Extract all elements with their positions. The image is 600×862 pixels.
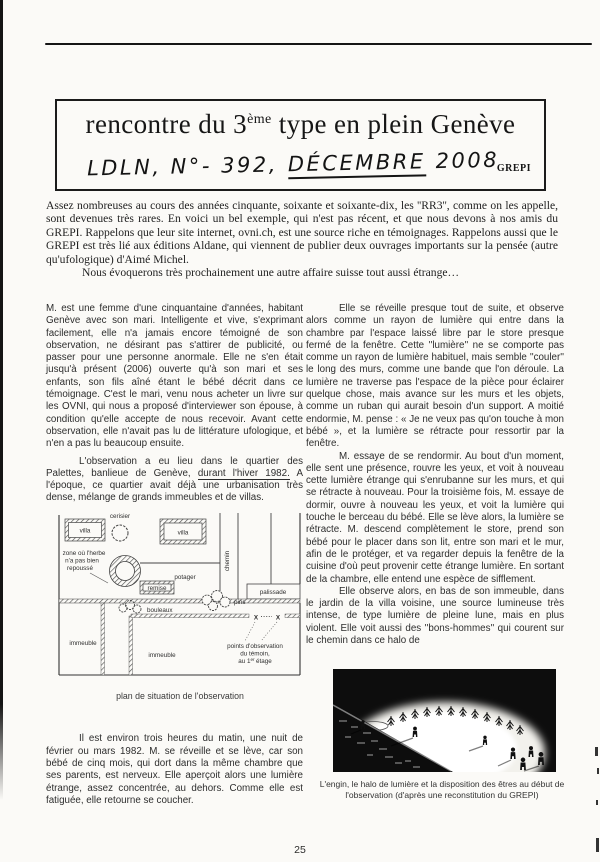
intro-paragraph: Assez nombreuses au cours des années cinquante, soixante et soixante-dix, les ''RR3'', comme on les appelle, sont devenues très rares. En voici un bel exemple, qui n'est pas récent, et que nous devons à nos amis du GREPI. Rappelons que leur site internet, ovni.ch, est une source riche en témoignages. Rappelons aussi que le GREPI est très lié aux éditions Aldane, qui viennent de publier deux ouvrages importants sur la pensée (autre qu'ufologique) d'Aimé Michel.: [46, 199, 558, 266]
pins-label: pins: [234, 598, 246, 606]
intro-paragraphs: [46, 199, 558, 279]
zone-pointer-line: [90, 573, 108, 583]
observation-label: du témoin,: [240, 650, 270, 658]
remise-box: [140, 581, 174, 594]
immeuble-label: immeuble: [148, 651, 176, 659]
immeuble-wall: [285, 614, 300, 618]
zone-label: n'a pas bien: [65, 557, 99, 565]
villa-label: villa: [177, 529, 189, 537]
scan-top-rule: [45, 43, 592, 45]
palissade-box: [247, 584, 300, 599]
remise-label: remise: [147, 584, 167, 592]
cerisier-label: cerisier: [109, 512, 131, 520]
issue-handwritten-note: [87, 148, 509, 181]
body-paragraph: Elle se réveille presque tout de suite, et observe alors comme un rayon de lumière qui entre dans la chambre par l'espace laissé libre par le store presque fermé de la fenêtre. Cette ''lumière'' ne se comporte pas comme un rayon de lumière habituel, mais semble ''couler'' le long des murs, comme une bande que l'on déroule. La lumière ne traverse pas l'espace de la pièce pour éclairer quelque chose, mais avance sur les murs et les objets, comme un ruban qui aurait besoin d'un support. A moitié endormie, M. pense : « Je ne veux pas qu'on touche à mon bébé », et la lumière se rétracte pour ressortir par la fenêtre.: [306, 303, 564, 450]
article-title-box: [55, 99, 546, 191]
zone-label: repoussé: [67, 564, 93, 572]
villa-box: [65, 519, 105, 541]
observation-label: au 1er étage: [238, 656, 272, 665]
right-column: [306, 303, 564, 647]
chemin-label: chemin: [224, 550, 231, 571]
scan-speck: [596, 800, 598, 805]
pins-trees: [202, 590, 230, 610]
observation-x-mark: X: [275, 614, 281, 622]
cerisier-tree: [112, 525, 128, 541]
hand-underlined-phrase: durant l'hiver 1982.: [197, 467, 290, 479]
title-text: rencontre du 3: [85, 109, 248, 139]
issue-month: DÉCEMBRE: [288, 149, 426, 179]
villa-label: villa: [79, 527, 91, 535]
article-title: [57, 101, 544, 140]
immeuble-wall: [131, 614, 249, 618]
immeuble-wall: [129, 616, 133, 675]
bouleaux-label: bouleaux: [147, 606, 173, 614]
immeuble-wall: [101, 603, 105, 675]
reconstruction-illustration: [333, 669, 556, 772]
page-number: 25: [294, 844, 306, 856]
issue-year: 2008: [435, 147, 500, 174]
title-superscript: ème: [247, 112, 272, 127]
body-paragraph: M. essaye de se rendormir. Au bout d'un moment, elle sent une présence, rouvre les yeux, et voit à nouveau cette lumière étrange qui s'enrubanne sur les murs, et qui se rétracte à nouveau. Pour la troisième fois, M. essaye de dormir, ouvre à nouveau les yeux, et voit la lumière qui touche le berceau du bébé. Elle se lève alors, la lumière se rétracte. M. descend complètement le store, prend son bébé pour le placer dans son lit, entre son mari et le mur, afin de le protéger, et va regarder depuis la fenêtre de la cuisine d'où peut provenir cette étrange lumière. En sortant de la chambre, elle entend une espèce de sifflement.: [306, 450, 564, 585]
body-paragraph: Il est environ trois heures du matin, une nuit de février ou mars 1982. M. se réveille et se lève, car son bébé de cinq mois, qui dort dans la même chambre que ses parents, est nerveux. Elle aperçoit alors une lumière étrange, assez concentrée, au dehors. Comme elle est fatiguée, elle retourne se coucher.: [46, 733, 303, 806]
bare-grass-ring: [110, 555, 141, 586]
body-paragraph: Elle observe alors, en bas de son immeuble, dans le jardin de la villa voisine, une source lumineuse très intense, de type lumière de pleine lune, mais en plus violent. Elle voit aussi des ''bons-hommes'' qui courent sur le chemin dans ce halo de: [306, 585, 564, 647]
body-paragraph: [46, 456, 303, 505]
issue-journal-number: LDLN, N°- 392,: [86, 152, 279, 181]
palissade-label: palissade: [259, 588, 287, 596]
observation-label: points d'observation: [227, 642, 283, 650]
scan-speck: [595, 747, 598, 756]
intro-paragraph: Nous évoquerons très prochainement une autre affaire suisse tout aussi étrange…: [82, 266, 460, 280]
paragraph-text: L'observation a eu lieu dans le quartier des Palettes, banlieue de Genève,: [46, 455, 303, 479]
scan-speck: [597, 768, 599, 774]
observation-x-mark: X: [253, 614, 259, 622]
situation-map-drawing: [57, 511, 303, 679]
figure-caption: L'engin, le halo de lumière et la disposition des êtres au début de l'observation (d'après une reconstitution du GREPI): [319, 779, 565, 800]
boundary-hatched-band: [59, 599, 300, 603]
paragraph-text: A l'époque, ce quartier avait déjà une urbanisation très dense, mélange de grands immeubles et de villas.: [46, 467, 303, 504]
potager-label: potager: [174, 573, 196, 581]
map-caption: plan de situation de l'observation: [116, 691, 244, 702]
immeuble-label: immeuble: [69, 639, 97, 647]
grepi-credit: GREPI: [496, 163, 531, 174]
scan-edge-line: [0, 0, 3, 800]
title-text: type en plein Genève: [271, 109, 516, 139]
scan-speck: [596, 838, 599, 852]
body-paragraph: M. est une femme d'une cinquantaine d'années, habitant Genève avec son mari. Intelligente et vive, s'exprimant facilement, elle n'a jamais encore témoigné de son observation, ne désirant pas s'attirer de publicité, ou passer pour une personne anormale. Elle ne s'en était jusqu'à présent (2006) ouverte qu'à son mari et ses enfants, son fils aîné étant le bébé décrit dans ce témoignage. C'est le mari, venu nous acheter un livre sur les OVNI, qui nous a proposé d'interviewer son épouse, à condition qu'elle accepte de nous recevoir. Avant cette observation, elle n'avait pas lu de littérature ufologique, et n'en a pas lu beaucoup ensuite.: [46, 303, 303, 450]
villa-box: [160, 519, 206, 544]
left-column: [46, 303, 303, 807]
situation-map: [57, 511, 303, 683]
zone-label: zone où l'herbe: [62, 549, 106, 557]
observation-pointer-lines: [245, 622, 277, 641]
